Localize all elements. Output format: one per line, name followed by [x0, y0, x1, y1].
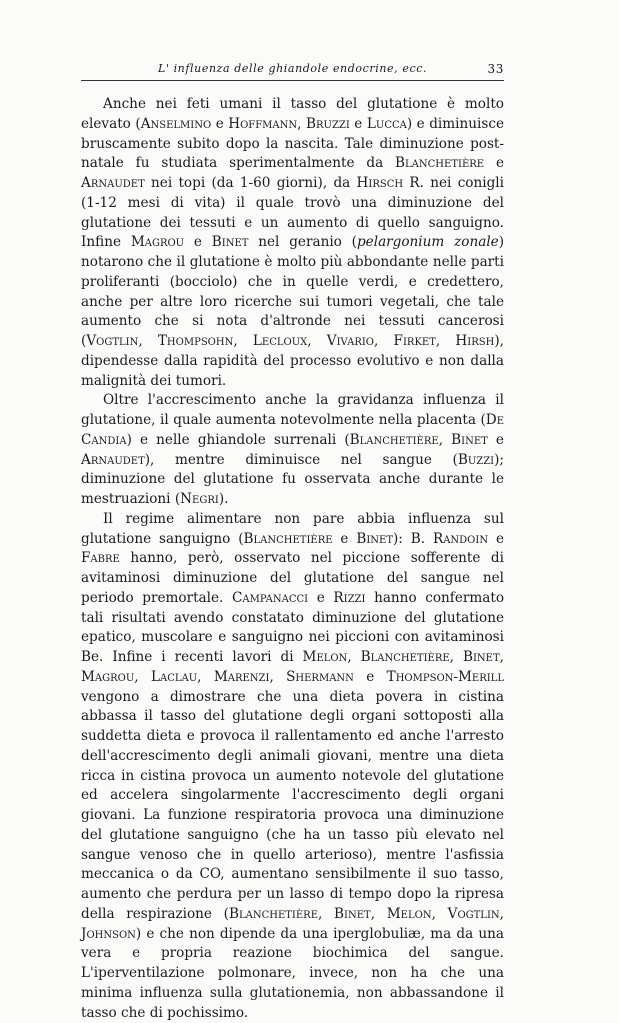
author-name: Laclau: [150, 668, 198, 685]
text-run: ,: [134, 668, 151, 685]
text-run: ): B.: [393, 530, 433, 547]
text-run: ) e nelle ghiandole surrenali (: [126, 431, 350, 448]
author-name: Arnaudet: [81, 451, 145, 468]
author-name: Blanchetière: [243, 530, 333, 547]
author-name: Hirsh: [455, 333, 495, 349]
text-run: ); diminuzione del glutatione fu osservata anche durante le mestruazioni (: [81, 451, 504, 507]
text-run: e: [184, 234, 212, 251]
author-name: Shermann: [286, 668, 354, 685]
text-run: nei topi (da 1-60 giorni), da: [144, 175, 357, 191]
text-run: e: [484, 155, 504, 172]
text-run: hanno, però, osservato nel piccione sofferente di avitaminosi diminuzione del glutatione del sangue nel periodo premortale.: [81, 550, 504, 606]
text-run: e: [487, 431, 504, 448]
text-run: ), dipendesse dalla rapidità del processo evolutivo e non dalla malignità dei tumori.: [81, 333, 504, 389]
text-run: nel geranio (: [248, 234, 357, 251]
author-name: Thompson-Merill: [386, 668, 504, 685]
author-name: Negri: [180, 491, 219, 507]
author-name: Bruzzi: [306, 115, 350, 132]
author-name: Melon: [386, 905, 432, 922]
author-name: Randoin: [432, 530, 489, 547]
author-name: Marenzi: [213, 668, 270, 685]
author-name: Magrou: [130, 234, 185, 251]
author-name: Blanchetière: [349, 431, 439, 448]
author-name: Hirsch: [356, 175, 404, 191]
text-run: ,: [431, 905, 448, 922]
page-number: 33: [487, 62, 504, 76]
author-name: Lucca: [366, 115, 407, 132]
text-run: ,: [138, 333, 158, 349]
text-run: ,: [307, 333, 327, 349]
text-run: ,: [347, 649, 361, 665]
text-run: e: [308, 589, 334, 606]
author-name: Hoffmann: [228, 115, 298, 132]
paragraph: [81, 391, 504, 510]
text-run: vengono a dimostrare che una dieta povera in cistina abbassa il tasso del glutatione degli organi sottoposti alla suddetta dieta e provoca il rallentamento ed anche l'arresto dell'accrescimento degli animali giovani, mentre una dieta ricca in cistina provoca un aumento notevole del glutatione ed accelera singolarmente l'accrescimento degli organi giovani. La funzione respiratoria provoca una diminuzione del glutatione sanguigno (che ha un tasso più elevato nel sangue venoso che in quello arterioso), mentre l'asfissia meccanica o da CO, aumentano sensibilmente il suo tasso, aumento che perdura per un lasso di tempo dopo la ripresa della respirazione (: [81, 688, 504, 922]
text-run: ,: [499, 649, 504, 665]
author-name: Binet: [334, 905, 371, 922]
author-name: Arnaudet: [81, 175, 145, 191]
author-name: Vivario: [326, 333, 374, 349]
author-name: Campanacci: [232, 589, 309, 606]
text-run: ).: [218, 491, 229, 507]
text-run: ,: [449, 649, 463, 665]
paragraph: [81, 95, 504, 391]
text-run: hanno confermato tali risultati avendo constatato diminuzione del glutatione epatico, muscolare e sanguigno nei piccioni con avitaminosi Be. Infine i recenti lavori di: [81, 589, 505, 665]
text-run: ,: [435, 333, 456, 349]
running-header: [81, 56, 504, 78]
author-name: Buzzi: [457, 451, 495, 468]
text-run: ), mentre diminuisce nel sangue (: [144, 451, 458, 468]
text-run: e: [488, 530, 504, 547]
author-name: Blanchetière: [228, 905, 318, 922]
author-name: Johnson: [81, 925, 136, 942]
author-name: Melon: [302, 649, 348, 665]
author-name: Blanchetière: [360, 649, 450, 665]
author-name: Magrou: [81, 668, 135, 685]
text-run: e: [211, 115, 229, 132]
book-page: [81, 56, 504, 1023]
paragraph: [81, 510, 504, 1023]
author-name: Vogtlin: [86, 333, 139, 349]
text-run: Oltre l'accrescimento anche la gravidanza influenza il glutatione, il quale aumenta notevolmente nella placenta (: [81, 392, 504, 428]
text-run: ,: [499, 905, 504, 922]
text-run: ,: [374, 333, 394, 349]
author-name: Binet: [211, 234, 249, 251]
text-run: R. nei conigli (1-12 mesi di vita) il quale trovò una diminuzione del glutatione dei tessuti e un aumento di quello sanguigno. Infine: [81, 175, 504, 251]
text-run: e: [349, 115, 367, 132]
author-name: Lecloux: [252, 333, 308, 349]
text-run: ) e diminuisce bruscamente subito dopo la nascita. Tale diminuzione post-natale fu studiata sperimentalmente da: [81, 115, 504, 172]
author-name: Firket: [393, 333, 436, 349]
text-run: ,: [297, 115, 306, 132]
text-run: Il regime alimentare non pare abbia influenza sul glutatione sanguigno (: [81, 510, 504, 547]
author-name: De Candia: [81, 412, 504, 448]
author-name: Anselmino: [140, 115, 212, 132]
author-name: Binet: [462, 649, 500, 665]
running-title: L' influenza delle ghiandole endocrine, ecc.: [157, 62, 428, 75]
text-run: ) e che non dipende da una iperglobuliæ, ma da una vera e propria reazione biochimica del sangue. L'iperventilazione polmonare, invece, non ha che una minima influenza sulla glutationemia, non abbassandone il tasso che di pochissimo.: [81, 925, 504, 1021]
author-name: Fabre: [81, 550, 120, 567]
text-run: ,: [438, 431, 452, 448]
text-run: e: [353, 668, 387, 685]
text-run: ) notarono che il glutatione è molto più abbondante nelle parti proliferanti (bocciolo) che in quelle verdi, e credettero, anche per altre loro ricerche sui tumori vegetali, che tale aumento che si nota d'altronde nei tessuti cancerosi (: [81, 234, 505, 349]
body-text: [81, 95, 504, 1023]
author-name: Thompsohn: [157, 333, 234, 349]
text-run: ,: [197, 668, 214, 685]
text-run: Anche nei feti umani il tasso del glutatione è molto elevato (: [81, 96, 504, 132]
author-name: Binet: [451, 431, 488, 448]
author-name: Rizzi: [333, 589, 366, 606]
author-name: Binet: [356, 530, 393, 547]
text-run: ,: [370, 905, 387, 922]
text-run: e: [332, 530, 357, 547]
author-name: Vogtlin: [447, 905, 500, 922]
text-run: ,: [269, 668, 287, 685]
text-run: ,: [318, 905, 335, 922]
author-name: Blanchetière: [395, 155, 485, 172]
italic-term: pelargonium zonale: [356, 234, 499, 251]
header-rule: [81, 80, 504, 81]
text-run: ,: [233, 333, 253, 349]
